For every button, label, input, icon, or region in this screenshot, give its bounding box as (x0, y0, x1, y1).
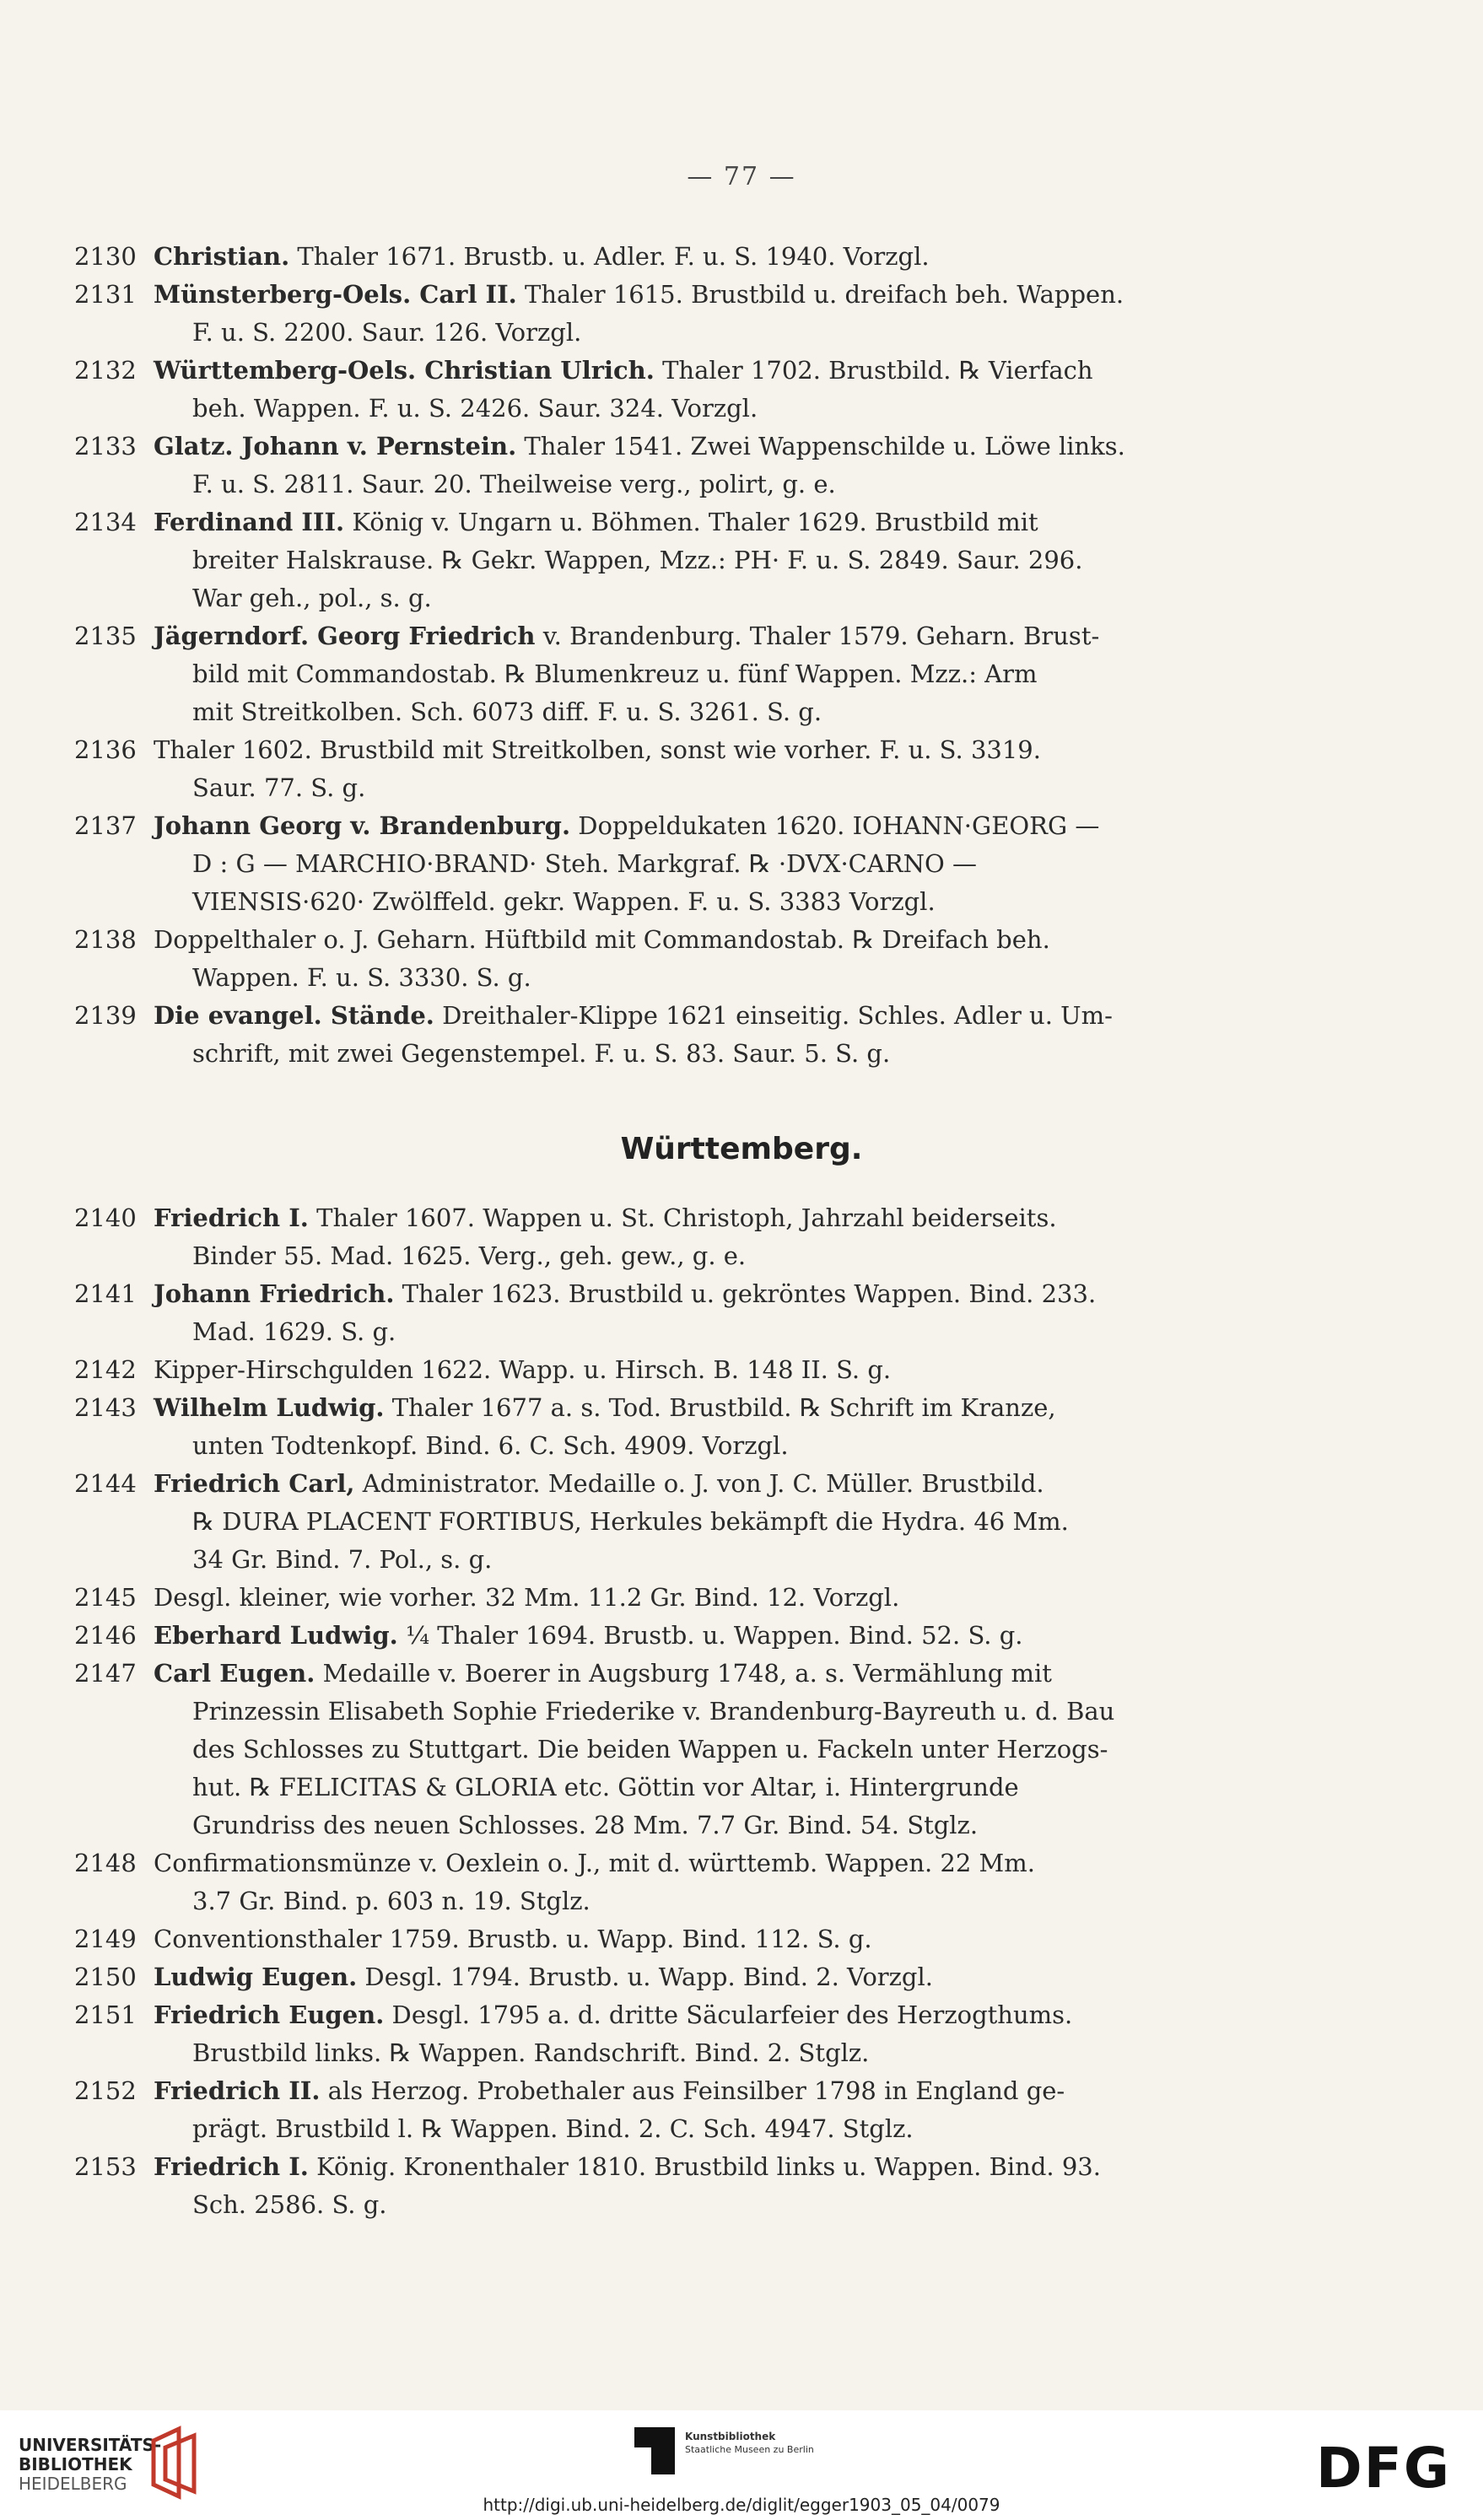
entry-continuation-line (74, 1731, 1281, 1769)
entry-first-line (74, 1920, 1281, 1958)
entry-text: König v. Ungarn u. Böhmen. Thaler 1629. Brustbild mit (344, 508, 1038, 536)
entry-text: unten Todtenkopf. Bind. 6. C. Sch. 4909. Vorzgl. (192, 1431, 789, 1460)
entry-text: Doppeldukaten 1620. IOHANN·GEORG — (570, 811, 1100, 840)
page-number: — 77 — (687, 162, 796, 191)
entry-heading: Eberhard Ludwig. (154, 1621, 398, 1650)
entry-number: 2153 (74, 2152, 137, 2181)
entry-text: schrift, mit zwei Gegenstempel. F. u. S. 83. Saur. 5. S. g. (192, 1039, 891, 1068)
entry-text: Wappen. F. u. S. 3330. S. g. (192, 963, 531, 992)
entry-first-line (74, 1579, 1281, 1617)
catalog-entry (74, 1655, 1281, 1844)
entry-text: Prinzessin Elisabeth Sophie Friederike v. Brandenburg-Bayreuth u. d. Bau (192, 1697, 1115, 1726)
entry-continuation-line (74, 466, 1281, 503)
catalog-entry (74, 1275, 1281, 1351)
entry-number: 2136 (74, 735, 137, 764)
entry-heading: Friedrich Carl, (154, 1469, 355, 1498)
section-title: Württemberg. (620, 1132, 863, 1166)
entry-first-line (74, 731, 1281, 769)
entry-text: Desgl. 1794. Brustb. u. Wapp. Bind. 2. Vorzgl. (357, 1963, 933, 1991)
entry-number: 2138 (74, 925, 137, 954)
entry-heading: Johann Georg v. Brandenburg. (154, 811, 571, 840)
catalog-entry (74, 352, 1281, 428)
entry-text: Brustbild links. ℞ Wappen. Randschrift. Bind. 2. Stglz. (192, 2038, 870, 2067)
entry-number: 2151 (74, 2000, 137, 2029)
entry-number: 2144 (74, 1469, 137, 1498)
entry-continuation-line (74, 769, 1281, 807)
catalog-entry (74, 617, 1281, 731)
entry-first-line (74, 1844, 1281, 1882)
entry-heading: Württemberg-Oels. Christian Ulrich. (154, 356, 655, 385)
entry-continuation-line (74, 1882, 1281, 1920)
entry-number: 2130 (74, 242, 137, 271)
entry-text: War geh., pol., s. g. (192, 584, 432, 612)
kunstbibliothek-label[interactable] (685, 2431, 814, 2456)
entry-number: 2139 (74, 1001, 137, 1030)
catalog-entry (74, 1617, 1281, 1655)
entry-text: als Herzog. Probethaler aus Feinsilber 1798 in England ge- (320, 2076, 1065, 2105)
entry-text: F. u. S. 2200. Saur. 126. Vorzgl. (192, 318, 582, 347)
entry-text: v. Brandenburg. Thaler 1579. Geharn. Brust- (535, 622, 1100, 650)
entry-continuation-line (74, 655, 1281, 693)
entry-number: 2133 (74, 432, 137, 460)
entry-continuation-line (74, 883, 1281, 921)
entry-heading: Johann Friedrich. (154, 1279, 395, 1308)
entry-continuation-line (74, 2034, 1281, 2072)
entry-heading: Friedrich II. (154, 2076, 321, 2105)
entry-text: Thaler 1602. Brustbild mit Streitkolben, sonst wie vorher. F. u. S. 3319. (154, 735, 1041, 764)
entry-continuation-line (74, 845, 1281, 883)
entry-text: Confirmationsmünze v. Oexlein o. J., mit d. württemb. Wappen. 22 Mm. (154, 1849, 1035, 1877)
entry-continuation-line (74, 314, 1281, 352)
entry-text: Conventionsthaler 1759. Brustb. u. Wapp. Bind. 112. S. g. (154, 1925, 872, 1953)
entry-text: prägt. Brustbild l. ℞ Wappen. Bind. 2. C. Sch. 4947. Stglz. (192, 2114, 914, 2143)
entry-first-line (74, 238, 1281, 276)
entry-continuation-line (74, 2110, 1281, 2148)
entry-first-line (74, 428, 1281, 466)
entry-heading: Friedrich Eugen. (154, 2000, 385, 2029)
entry-first-line (74, 2072, 1281, 2110)
entry-first-line (74, 352, 1281, 390)
entry-text: hut. ℞ FELICITAS & GLORIA etc. Göttin vor Altar, i. Hintergrunde (192, 1773, 1019, 1801)
catalog-entry (74, 1579, 1281, 1617)
entry-continuation-line (74, 1237, 1281, 1275)
catalog-entry (74, 428, 1281, 503)
entry-text: Thaler 1702. Brustbild. ℞ Vierfach (654, 356, 1093, 385)
catalog-entry (74, 1389, 1281, 1465)
entry-text: mit Streitkolben. Sch. 6073 diff. F. u. S. 3261. S. g. (192, 697, 822, 726)
entry-first-line (74, 1617, 1281, 1655)
entry-first-line (74, 2148, 1281, 2186)
catalog-entry (74, 2148, 1281, 2224)
entry-first-line (74, 1275, 1281, 1313)
entry-text: Desgl. kleiner, wie vorher. 32 Mm. 11.2 Gr. Bind. 12. Vorzgl. (154, 1583, 900, 1612)
entry-first-line (74, 617, 1281, 655)
entry-text: F. u. S. 2811. Saur. 20. Theilweise verg., polirt, g. e. (192, 470, 836, 498)
entry-text: Binder 55. Mad. 1625. Verg., geh. gew., g. e. (192, 1241, 747, 1270)
entry-text: D : G — MARCHIO·BRAND· Steh. Markgraf. ℞ ·DVX·CARNO — (192, 849, 977, 878)
entry-continuation-line (74, 1769, 1281, 1807)
entry-continuation-line (74, 390, 1281, 428)
entry-text: des Schlosses zu Stuttgart. Die beiden Wappen u. Fackeln unter Herzogs- (192, 1735, 1108, 1763)
entry-continuation-line (74, 1693, 1281, 1731)
entry-text: 3.7 Gr. Bind. p. 603 n. 19. Stglz. (192, 1887, 591, 1915)
entry-first-line (74, 1199, 1281, 1237)
entry-number: 2146 (74, 1621, 137, 1650)
entry-text: Grundriss des neuen Schlosses. 28 Mm. 7.7 Gr. Bind. 54. Stglz. (192, 1811, 979, 1839)
entry-number: 2149 (74, 1925, 137, 1953)
entry-heading: Friedrich I. (154, 2152, 309, 2181)
entry-text: Thaler 1623. Brustbild u. gekröntes Wappen. Bind. 233. (394, 1279, 1097, 1308)
entry-text: VIENSIS·620· Zwölffeld. gekr. Wappen. F. u. S. 3383 Vorzgl. (192, 887, 936, 916)
entry-number: 2135 (74, 622, 137, 650)
entry-continuation-line (74, 1035, 1281, 1073)
catalog-entry (74, 997, 1281, 1073)
entry-continuation-line (74, 1807, 1281, 1844)
entry-text: Kipper-Hirschgulden 1622. Wapp. u. Hirsch. B. 148 II. S. g. (154, 1355, 892, 1384)
entry-continuation-line (74, 541, 1281, 579)
entry-text: Administrator. Medaille o. J. von J. C. Müller. Brustbild. (354, 1469, 1044, 1498)
kb-line1: Kunstbibliothek (685, 2431, 776, 2442)
entry-number: 2132 (74, 356, 137, 385)
entry-heading: Friedrich I. (154, 1203, 309, 1232)
entry-continuation-line (74, 1313, 1281, 1351)
catalog-entry (74, 1844, 1281, 1920)
entry-number: 2145 (74, 1583, 137, 1612)
entry-heading: Wilhelm Ludwig. (154, 1393, 385, 1422)
entry-number: 2148 (74, 1849, 137, 1877)
entry-first-line (74, 1655, 1281, 1693)
entry-number: 2137 (74, 811, 137, 840)
entry-text: breiter Halskrause. ℞ Gekr. Wappen, Mzz.: PH· F. u. S. 2849. Saur. 296. (192, 546, 1083, 574)
entry-number: 2143 (74, 1393, 137, 1422)
catalog-entry (74, 503, 1281, 617)
catalog-entry (74, 1920, 1281, 1958)
entry-text: Desgl. 1795 a. d. dritte Säcularfeier des Herzogthums. (384, 2000, 1073, 2029)
entry-first-line (74, 1958, 1281, 1996)
entry-first-line (74, 1389, 1281, 1427)
entry-text: Doppelthaler o. J. Geharn. Hüftbild mit Commandostab. ℞ Dreifach beh. (154, 925, 1050, 954)
ub-heidelberg-logo[interactable] (19, 2436, 161, 2494)
entry-number: 2150 (74, 1963, 137, 1991)
catalog-entry (74, 1958, 1281, 1996)
entry-heading: Ferdinand III. (154, 508, 345, 536)
ub-logo-line3: HEIDELBERG (19, 2474, 127, 2494)
entry-continuation-line (74, 2186, 1281, 2224)
entry-text: Thaler 1541. Zwei Wappenschilde u. Löwe links. (516, 432, 1125, 460)
entry-number: 2152 (74, 2076, 137, 2105)
entry-heading: Christian. (154, 242, 290, 271)
ub-logo-line1: UNIVERSITÄTS- (19, 2435, 162, 2455)
dfg-logo[interactable]: DFG (1316, 2436, 1452, 2501)
entry-first-line (74, 921, 1281, 959)
entry-number: 2140 (74, 1203, 137, 1232)
entry-number: 2131 (74, 280, 137, 309)
entry-text: König. Kronenthaler 1810. Brustbild links u. Wappen. Bind. 93. (308, 2152, 1101, 2181)
entry-number: 2134 (74, 508, 137, 536)
entry-text: Thaler 1615. Brustbild u. dreifach beh. Wappen. (516, 280, 1124, 309)
kunstbibliothek-logo-icon (634, 2427, 675, 2474)
entry-text: 34 Gr. Bind. 7. Pol., s. g. (192, 1545, 493, 1574)
entries-list-second (74, 1199, 1281, 2224)
catalog-entry (74, 238, 1281, 276)
entry-text: Sch. 2586. S. g. (192, 2190, 387, 2219)
entry-continuation-line (74, 1541, 1281, 1579)
footer (0, 2410, 1483, 2520)
entry-text: Medaille v. Boerer in Augsburg 1748, a. s. Vermählung mit (315, 1659, 1052, 1688)
kb-line2: Staatliche Museen zu Berlin (685, 2444, 814, 2455)
entry-first-line (74, 1465, 1281, 1503)
ub-heidelberg-emblem-icon (145, 2424, 204, 2501)
entry-first-line (74, 1351, 1281, 1389)
entry-heading: Jägerndorf. Georg Friedrich (154, 622, 536, 650)
entry-number: 2142 (74, 1355, 137, 1384)
catalog-entry (74, 921, 1281, 997)
entry-text: ℞ DURA PLACENT FORTIBUS, Herkules bekämpft die Hydra. 46 Mm. (192, 1507, 1069, 1536)
entry-text: bild mit Commandostab. ℞ Blumenkreuz u. fünf Wappen. Mzz.: Arm (192, 660, 1038, 688)
entry-text: Thaler 1671. Brustb. u. Adler. F. u. S. 1940. Vorzgl. (289, 242, 930, 271)
entry-number: 2141 (74, 1279, 137, 1308)
entry-continuation-line (74, 579, 1281, 617)
catalog-entry (74, 1996, 1281, 2072)
entry-heading: Ludwig Eugen. (154, 1963, 358, 1991)
entry-continuation-line (74, 693, 1281, 731)
entry-heading: Die evangel. Stände. (154, 1001, 434, 1030)
entry-text: Dreithaler-Klippe 1621 einseitig. Schles. Adler u. Um- (434, 1001, 1113, 1030)
entry-text: ¼ Thaler 1694. Brustb. u. Wappen. Bind. 52. S. g. (397, 1621, 1023, 1650)
entry-text: Mad. 1629. S. g. (192, 1317, 396, 1346)
entry-first-line (74, 1996, 1281, 2034)
catalog-entry (74, 1465, 1281, 1579)
catalog-entry (74, 807, 1281, 921)
entry-text: Thaler 1607. Wappen u. St. Christoph, Jahrzahl beiderseits. (308, 1203, 1057, 1232)
catalog-entry (74, 1351, 1281, 1389)
ub-logo-line2: BIBLIOTHEK (19, 2454, 132, 2474)
entry-continuation-line (74, 959, 1281, 997)
catalog-entry (74, 276, 1281, 352)
catalog-entry (74, 2072, 1281, 2148)
entry-text: beh. Wappen. F. u. S. 2426. Saur. 324. Vorzgl. (192, 394, 758, 423)
entry-continuation-line (74, 1503, 1281, 1541)
entry-text: Saur. 77. S. g. (192, 773, 366, 802)
entry-first-line (74, 276, 1281, 314)
entry-first-line (74, 503, 1281, 541)
entry-heading: Glatz. Johann v. Pernstein. (154, 432, 517, 460)
entry-heading: Carl Eugen. (154, 1659, 315, 1688)
entry-first-line (74, 997, 1281, 1035)
entries-list-first (74, 238, 1281, 1073)
entry-heading: Münsterberg-Oels. Carl II. (154, 280, 517, 309)
catalog-entry (74, 731, 1281, 807)
entry-text: Thaler 1677 a. s. Tod. Brustbild. ℞ Schrift im Kranze, (384, 1393, 1056, 1422)
catalog-entry (74, 1199, 1281, 1275)
entry-first-line (74, 807, 1281, 845)
entry-continuation-line (74, 1427, 1281, 1465)
source-url-link[interactable]: http://digi.ub.uni-heidelberg.de/diglit/egger1903_05_04/0079 (483, 2495, 1000, 2515)
entry-number: 2147 (74, 1659, 137, 1688)
